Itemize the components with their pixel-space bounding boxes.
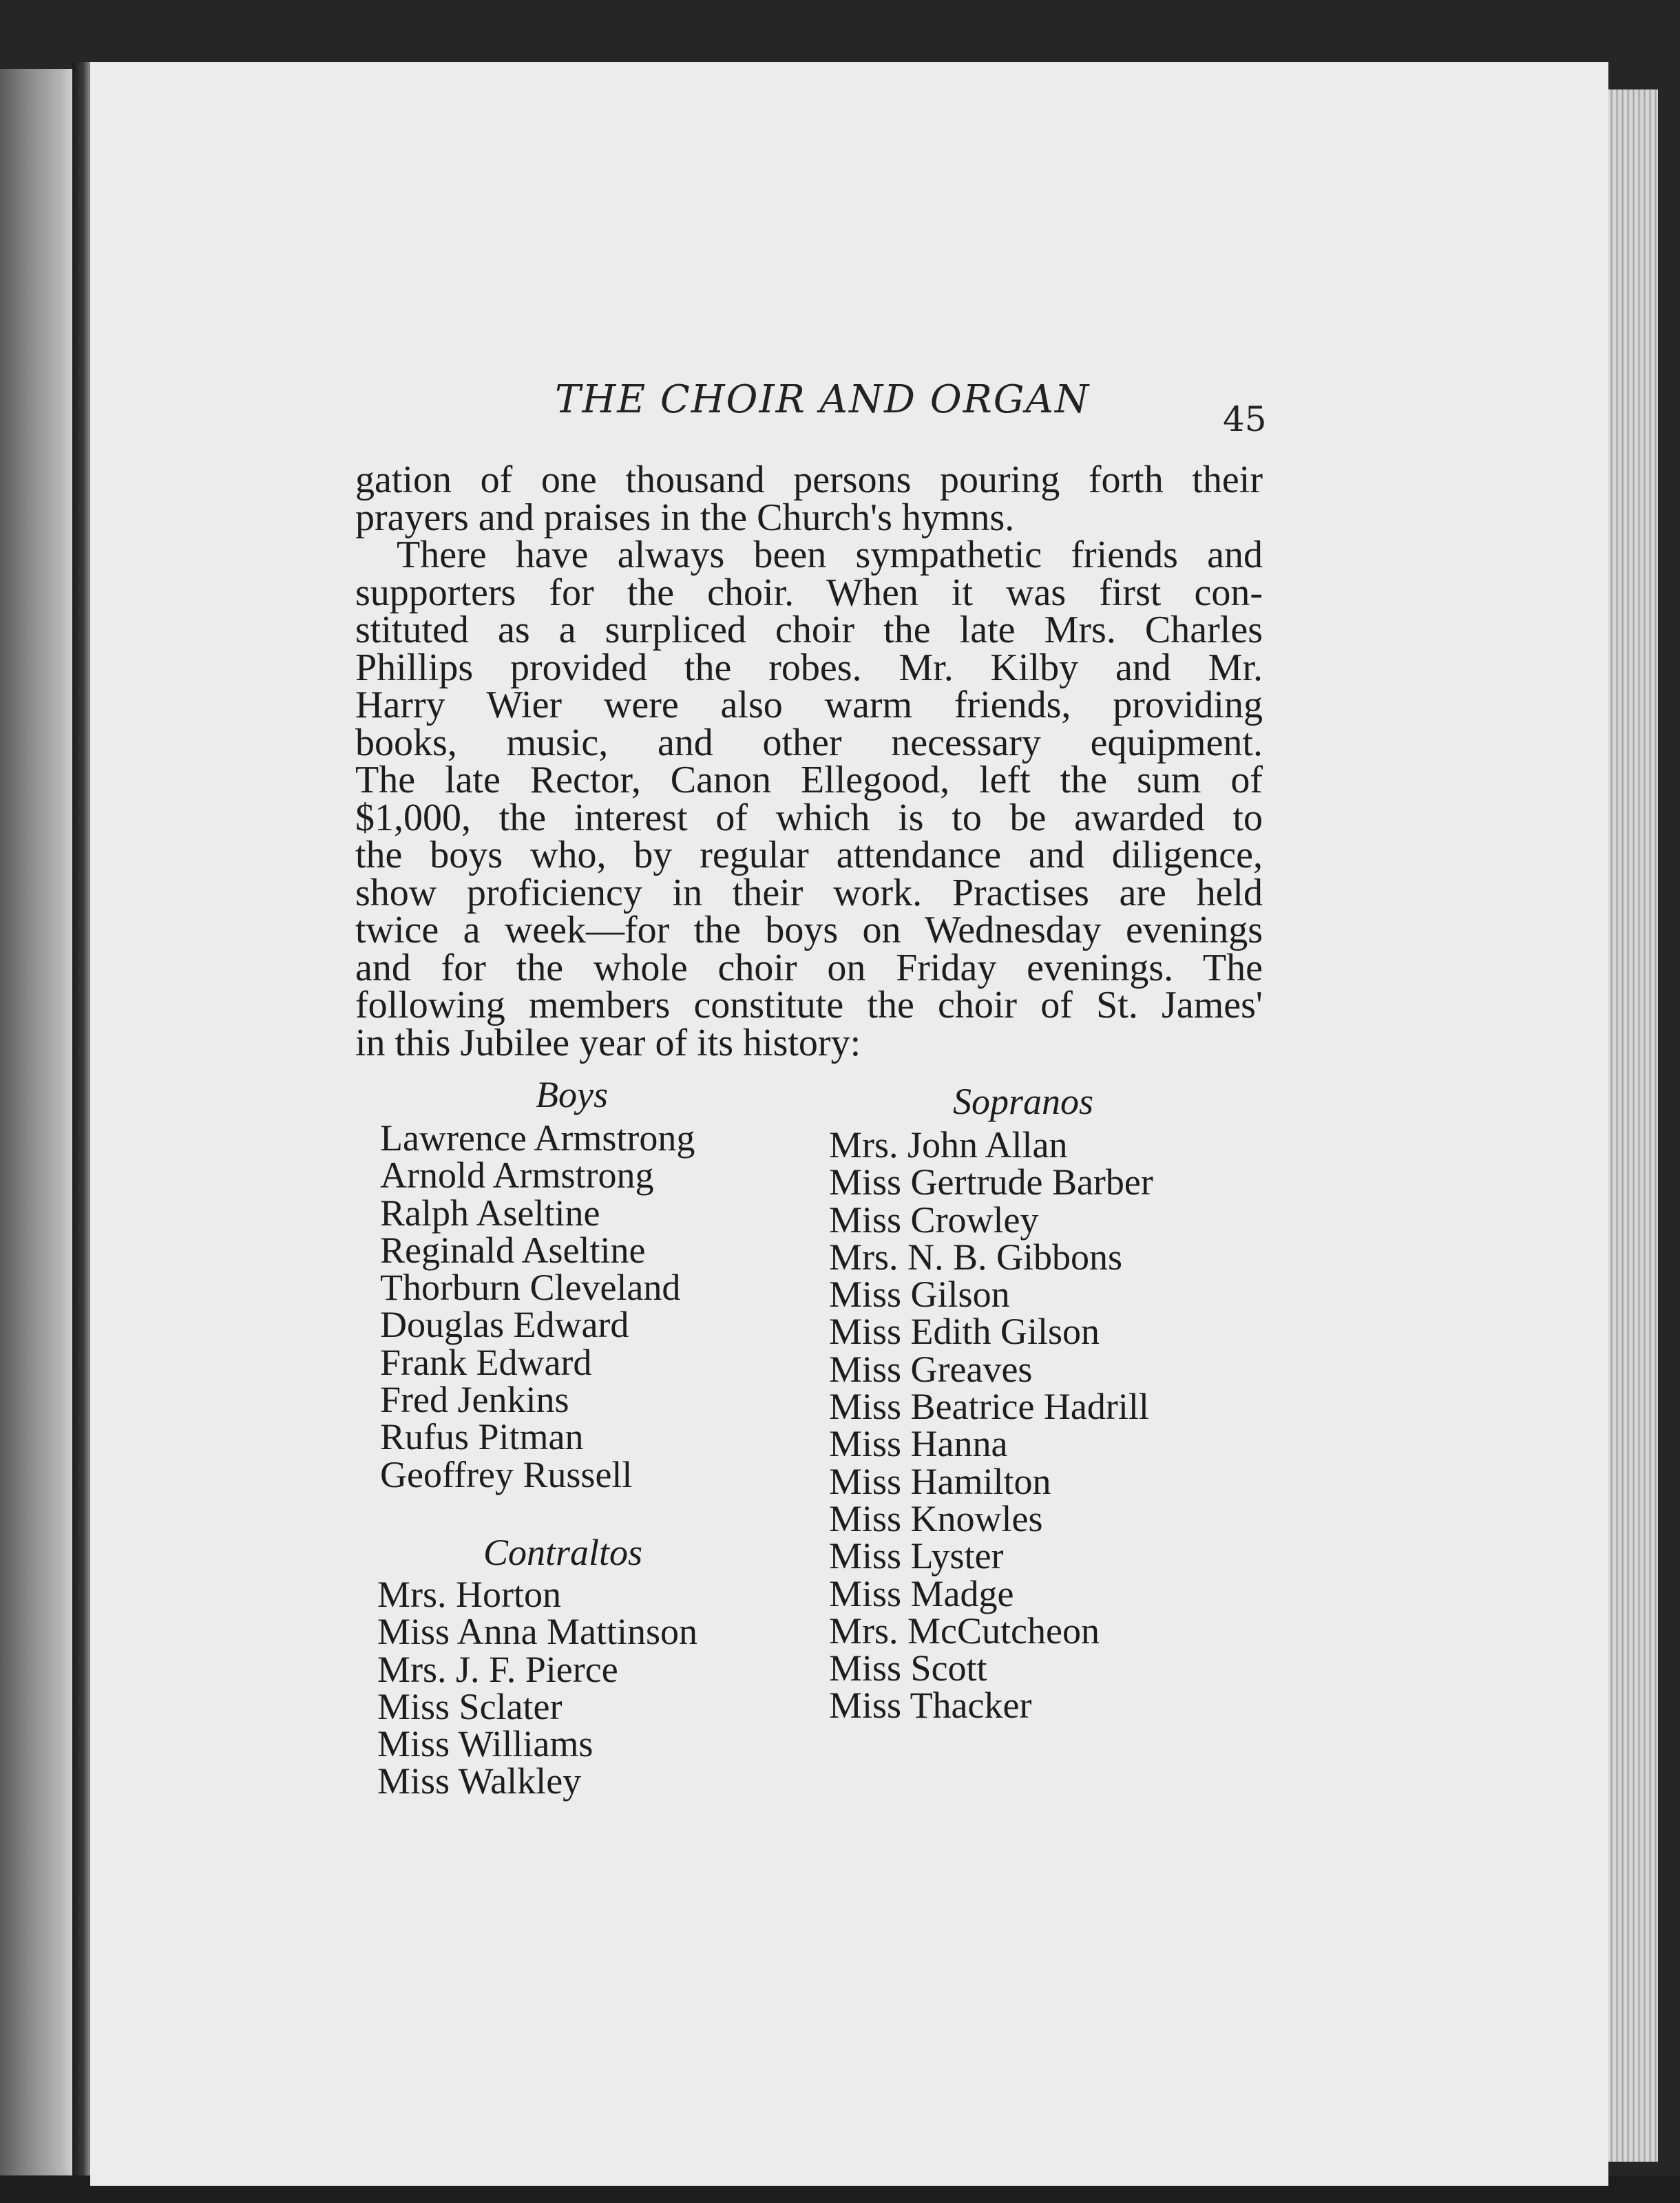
boy-member: Douglas Edward: [380, 1304, 629, 1346]
body-line: There have always been sympathetic friends and: [397, 534, 1263, 576]
book-gutter: [72, 62, 90, 2182]
soprano-member: Miss Edith Gilson: [829, 1311, 1100, 1353]
contralto-member: Mrs. Horton: [377, 1574, 561, 1615]
page-block-edges: [1608, 89, 1658, 2162]
running-header: THE CHOIR AND ORGAN: [555, 377, 1090, 422]
body-line: twice a week—for the boys on Wednesday evenings: [355, 909, 1263, 951]
soprano-member: Miss Crowley: [829, 1199, 1039, 1241]
body-line: supporters for the choir. When it was first con-: [355, 571, 1263, 614]
boy-member: Lawrence Armstrong: [380, 1117, 695, 1159]
soprano-member: Miss Hamilton: [829, 1460, 1051, 1502]
contraltos-list: [377, 1576, 697, 1800]
body-line: stituted as a surpliced choir the late Mrs. Charles: [355, 609, 1263, 651]
soprano-member: Miss Gertrude Barber: [829, 1161, 1153, 1203]
body-line: and for the whole choir on Friday evenings. The: [355, 946, 1263, 989]
left-facing-page-edge: [0, 69, 72, 2175]
sopranos-heading: Sopranos: [953, 1081, 1094, 1122]
soprano-member: Miss Beatrice Hadrill: [829, 1386, 1149, 1428]
soprano-member: Miss Greaves: [829, 1348, 1033, 1390]
boy-member: Ralph Aseltine: [380, 1192, 600, 1234]
soprano-member: Miss Knowles: [829, 1497, 1043, 1539]
sopranos-section: [829, 1081, 1153, 1725]
boy-member: Frank Edward: [380, 1341, 592, 1383]
contralto-member: Mrs. J. F. Pierce: [377, 1648, 618, 1690]
boys-heading: Boys: [536, 1074, 608, 1115]
body-line: following members constitute the choir of St. James': [355, 984, 1263, 1026]
soprano-member: Mrs. John Allan: [829, 1124, 1068, 1166]
body-line: The late Rector, Canon Ellegood, left the sum of: [355, 759, 1263, 801]
body-line: Phillips provided the robes. Mr. Kilby and Mr.: [355, 646, 1263, 689]
boys-section: [380, 1074, 695, 1493]
body-line: the boys who, by regular attendance and diligence,: [355, 834, 1263, 876]
contraltos-heading: Contraltos: [483, 1532, 643, 1573]
soprano-member: Mrs. McCutcheon: [829, 1610, 1100, 1652]
contralto-member: Miss Walkley: [377, 1760, 582, 1802]
body-line: in this Jubilee year of its history:: [355, 1021, 861, 1064]
contraltos-section: [377, 1532, 697, 1800]
soprano-member: Miss Lyster: [829, 1535, 1004, 1577]
body-line: Harry Wier were also warm friends, providing: [355, 684, 1263, 726]
contralto-member: Miss Sclater: [377, 1685, 563, 1727]
boy-member: Thorburn Cleveland: [380, 1267, 681, 1309]
body-line: $1,000, the interest of which is to be awarded to: [355, 796, 1263, 839]
soprano-member: Miss Thacker: [829, 1685, 1032, 1727]
boy-member: Reginald Aseltine: [380, 1229, 646, 1271]
soprano-member: Miss Madge: [829, 1572, 1014, 1614]
contralto-member: Miss Williams: [377, 1723, 594, 1765]
body-line: prayers and praises in the Church's hymns.: [355, 496, 1015, 539]
soprano-member: Miss Scott: [829, 1647, 987, 1689]
boy-member: Arnold Armstrong: [380, 1155, 654, 1197]
body-line: show proficiency in their work. Practises are held: [355, 871, 1263, 914]
body-line: gation of one thousand persons pouring forth their: [355, 458, 1263, 501]
soprano-member: Miss Gilson: [829, 1274, 1010, 1316]
boy-member: Fred Jenkins: [380, 1379, 569, 1421]
boy-member: Geoffrey Russell: [380, 1453, 633, 1495]
contralto-member: Miss Anna Mattinson: [377, 1611, 698, 1653]
page-number: 45: [1223, 399, 1267, 439]
sopranos-list: [829, 1126, 1153, 1725]
body-line: books, music, and other necessary equipment.: [355, 721, 1263, 764]
body-text: [355, 458, 1263, 1064]
boys-list: [380, 1119, 695, 1493]
boy-member: Rufus Pitman: [380, 1416, 584, 1458]
soprano-member: Mrs. N. B. Gibbons: [829, 1236, 1123, 1278]
soprano-member: Miss Hanna: [829, 1423, 1008, 1465]
